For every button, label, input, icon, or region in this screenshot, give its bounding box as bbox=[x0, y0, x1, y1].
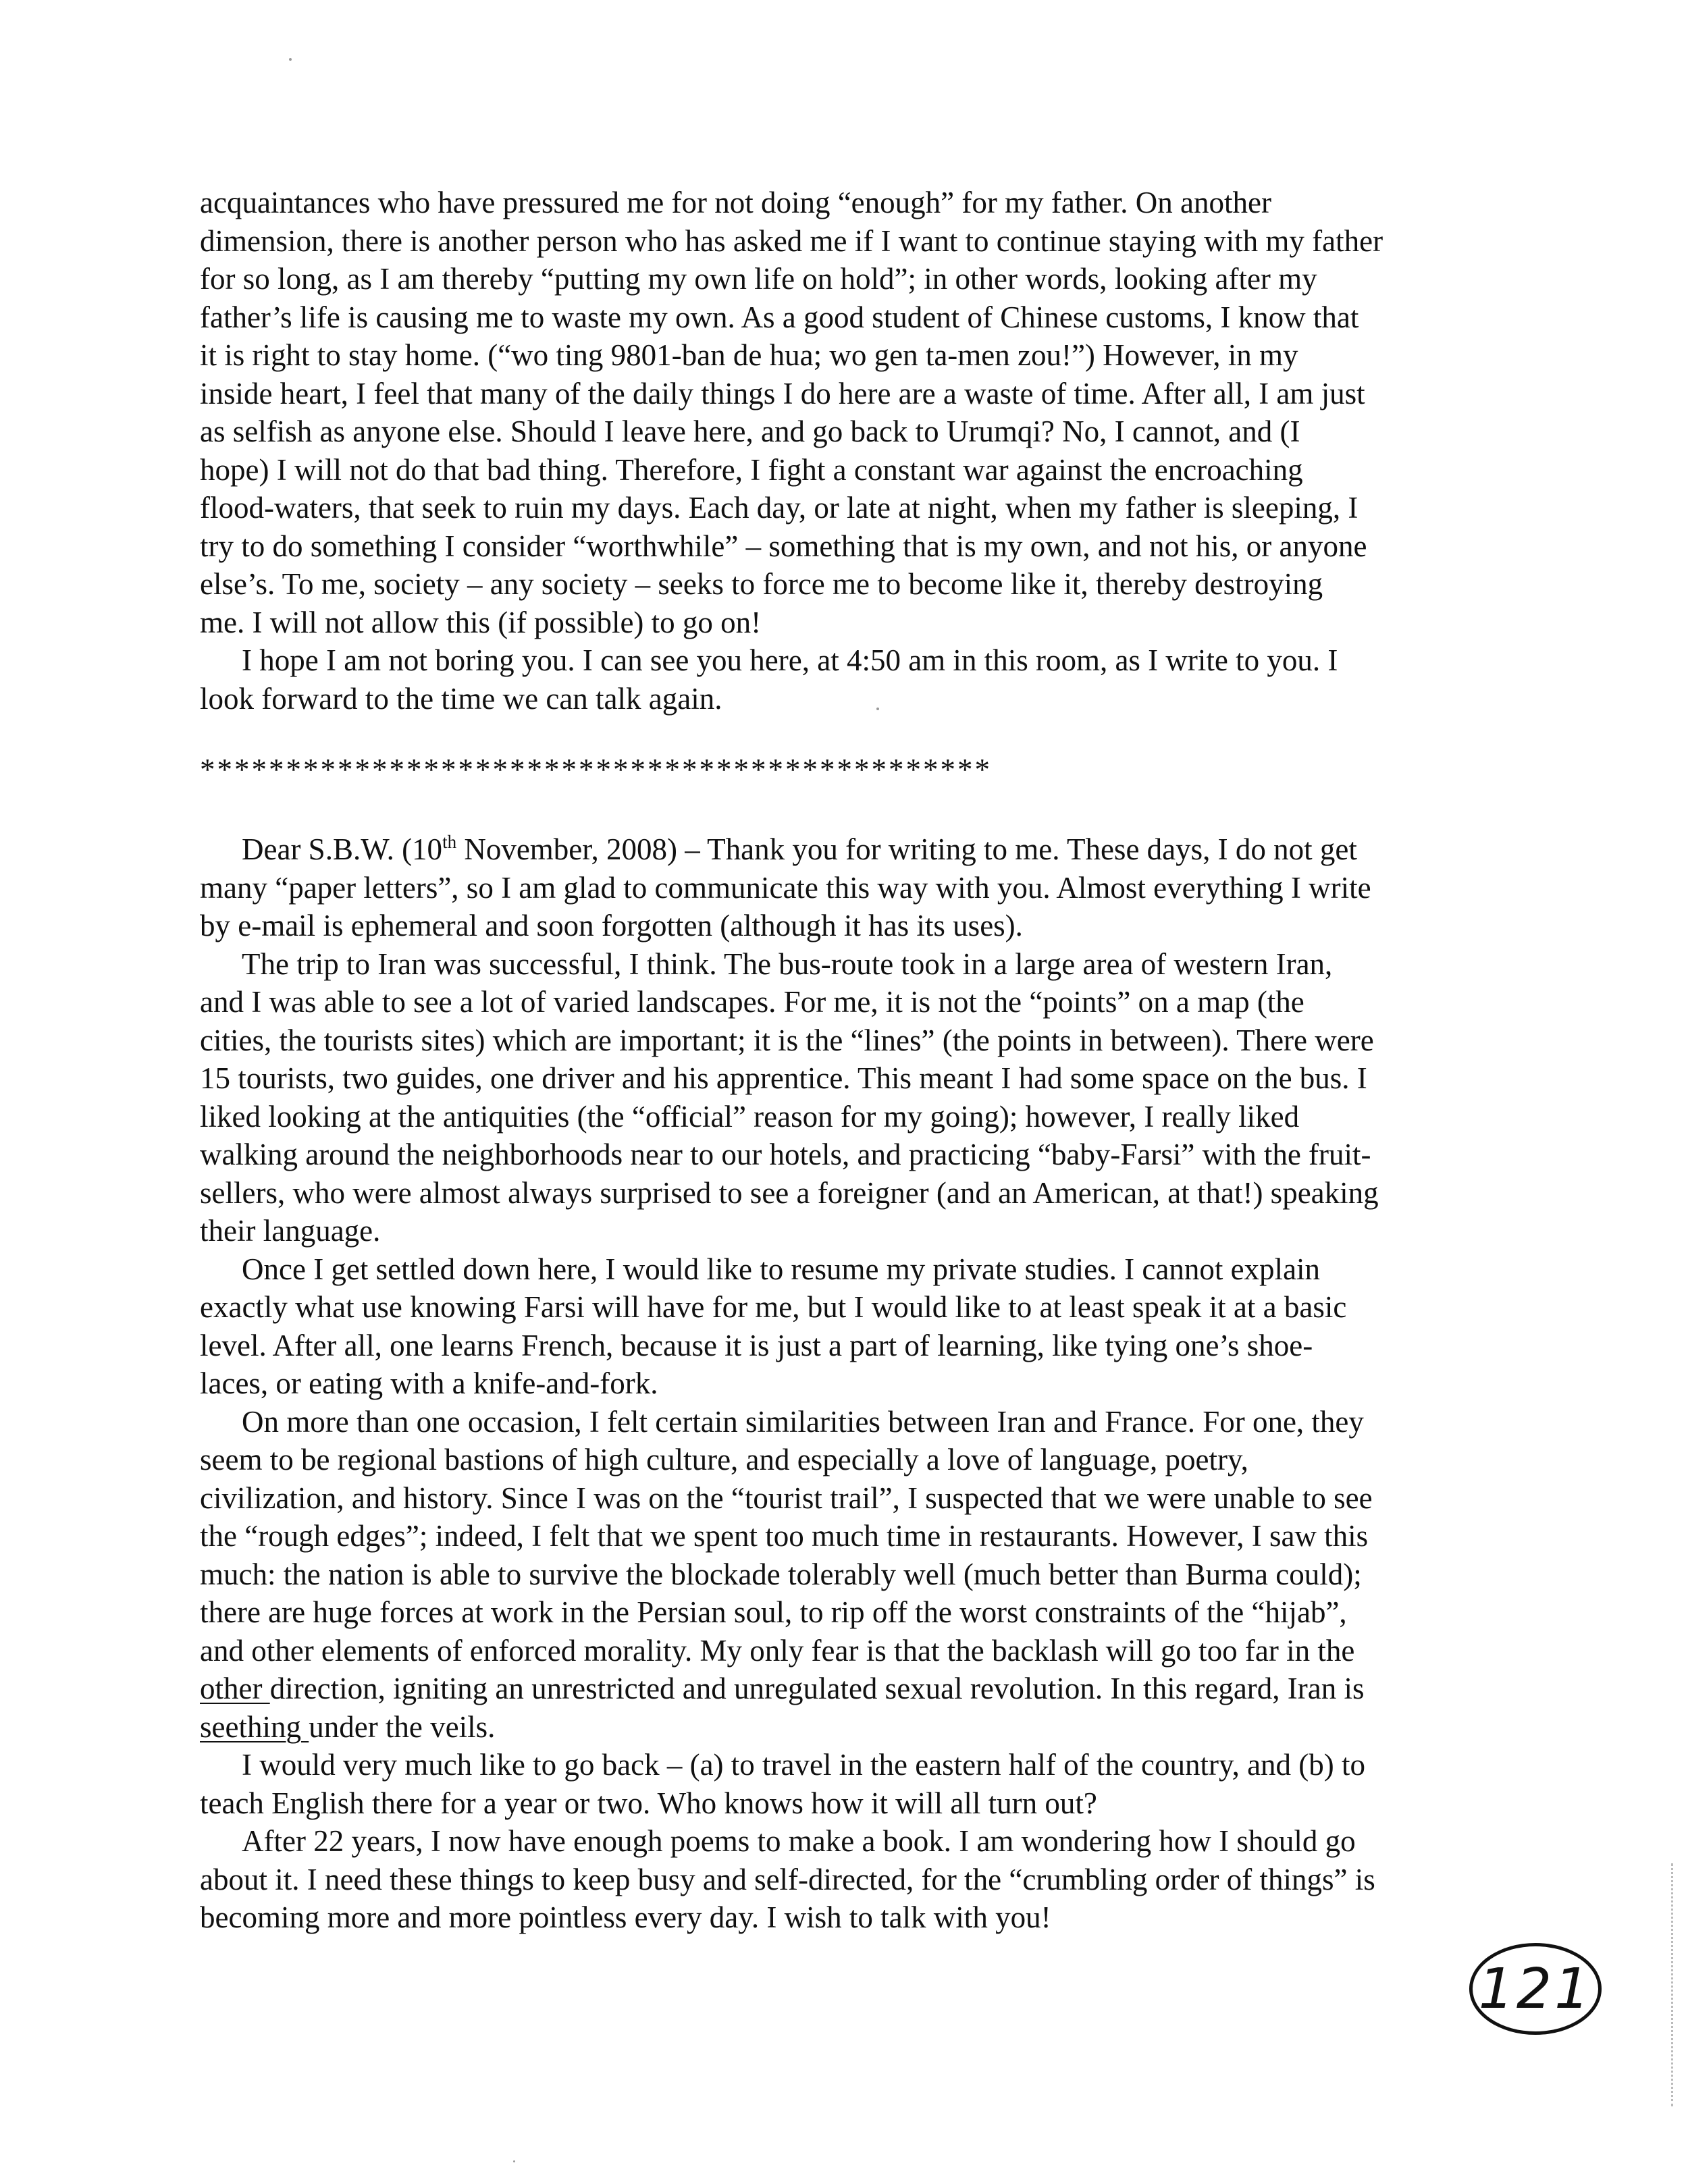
text-line: look forward to the time we can talk again. bbox=[200, 681, 722, 716]
text-line: by e-mail is ephemeral and soon forgotten (although it has its uses). bbox=[200, 909, 1023, 942]
text-line: The trip to Iran was successful, I think. The bus-route took in a large area of western Iran, bbox=[242, 947, 1333, 981]
text-line: there are huge forces at work in the Persian soul, to rip off the worst constraints of the “hijab”, bbox=[200, 1595, 1347, 1629]
text-line: it is right to stay home. (“wo ting 9801-ban de hua; wo gen ta-men zou!”) However, in my bbox=[200, 338, 1298, 372]
text-line: On more than one occasion, I felt certain similarities between Iran and France. For one, they bbox=[242, 1404, 1364, 1439]
text-line: becoming more and more pointless every day. I wish to talk with you! bbox=[200, 1900, 1051, 1934]
text-line: exactly what use knowing Farsi will have for me, but I would like to at least speak it at a basic bbox=[200, 1290, 1347, 1324]
line-rest: under the veils. bbox=[309, 1709, 496, 1744]
text-line: inside heart, I feel that many of the daily things I do here are a waste of time. After all, I am just bbox=[200, 376, 1365, 410]
text-line: and other elements of enforced morality. My only fear is that the backlash will go too far in the bbox=[200, 1633, 1355, 1668]
text-line: for so long, as I am thereby “putting my own life on hold”; in other words, looking after my bbox=[200, 262, 1317, 296]
text-line: acquaintances who have pressured me for not doing “enough” for my father. On another bbox=[200, 186, 1271, 219]
text-line: father’s life is causing me to waste my own. As a good student of Chinese customs, I know that bbox=[200, 300, 1359, 334]
scan-speck bbox=[289, 58, 292, 61]
text-line: me. I will not allow this (if possible) to go on! bbox=[200, 605, 762, 639]
text-line: cities, the tourists sites) which are important; it is the “lines” (the points in between). There were bbox=[200, 1023, 1374, 1057]
underlined-word: other bbox=[200, 1672, 270, 1705]
text-line: civilization, and history. Since I was on the “tourist trail”, I suspected that we were unable to see bbox=[200, 1481, 1373, 1515]
letter-continuation bbox=[200, 184, 1510, 718]
text-line-underlined bbox=[200, 1670, 1510, 1708]
text-line: much: the nation is able to survive the blockade tolerably well (much better than Burma could); bbox=[200, 1557, 1362, 1591]
text-line: try to do something I consider “worthwhile” – something that is my own, and not his, or anyone bbox=[200, 529, 1367, 563]
text-line: I would very much like to go back – (a) to travel in the eastern half of the country, and (b) to bbox=[242, 1748, 1366, 1782]
handwritten-page-number: 121 bbox=[1469, 1943, 1602, 2035]
text-line: After 22 years, I now have enough poems to make a book. I am wondering how I should go bbox=[242, 1824, 1356, 1858]
line-rest: direction, igniting an unrestricted and unregulated sexual revolution. In this regard, Iran is bbox=[269, 1672, 1365, 1705]
text-line: sellers, who were almost always surprised to see a foreigner (and an American, at that!) speaking bbox=[200, 1175, 1379, 1210]
date-ordinal: th bbox=[442, 832, 457, 852]
text-line: Once I get settled down here, I would like to resume my private studies. I cannot explain bbox=[242, 1252, 1321, 1286]
text-line: seem to be regional bastions of high culture, and especially a love of language, poetry, bbox=[200, 1443, 1248, 1476]
text-line: dimension, there is another person who has asked me if I want to continue staying with my father bbox=[200, 223, 1383, 258]
text-line: level. After all, one learns French, because it is just a part of learning, like tying one’s shoe- bbox=[200, 1328, 1313, 1362]
text-line: as selfish as anyone else. Should I leave here, and go back to Urumqi? No, I cannot, and (I bbox=[200, 415, 1300, 448]
salutation: Dear S.B.W. (10 bbox=[242, 832, 443, 866]
text-line: hope) I will not do that bad thing. Therefore, I fight a constant war against the encroaching bbox=[200, 452, 1303, 487]
text-line: walking around the neighborhoods near to our hotels, and practicing “baby-Farsi” with the fruit- bbox=[200, 1138, 1371, 1171]
letter-dear-sbw bbox=[200, 830, 1510, 1937]
text-line: about it. I need these things to keep busy and self-directed, for the “crumbling order of things” is bbox=[200, 1862, 1375, 1896]
text-line: many “paper letters”, so I am glad to communicate this way with you. Almost everything I write bbox=[200, 870, 1371, 905]
text-line: else’s. To me, society – any society – seeks to force me to become like it, thereby destroying bbox=[200, 567, 1323, 601]
text-line: flood-waters, that seek to ruin my days. Each day, or late at night, when my father is sleeping, I bbox=[200, 491, 1359, 525]
text-line: liked looking at the antiquities (the “official” reason for my going); however, I really liked bbox=[200, 1099, 1300, 1134]
text-line: and I was able to see a lot of varied landscapes. For me, it is not the “points” on a map (the bbox=[200, 985, 1304, 1019]
text-line: teach English there for a year or two. Who knows how it will all turn out? bbox=[200, 1786, 1097, 1820]
scan-speck bbox=[513, 2160, 515, 2162]
underlined-word: seething bbox=[200, 1709, 309, 1744]
text-line-underlined bbox=[200, 1708, 1510, 1747]
text-line: the “rough edges”; indeed, I felt that we spent too much time in restaurants. However, I saw this bbox=[200, 1519, 1369, 1553]
text-line: I hope I am not boring you. I can see you here, at 4:50 am in this room, as I write to you. I bbox=[242, 643, 1338, 677]
section-separator: ********************************************** bbox=[200, 753, 992, 787]
text-line: laces, or eating with a knife-and-fork. bbox=[200, 1366, 658, 1400]
scan-edge-mark bbox=[1671, 1863, 1673, 2106]
text-line: 15 tourists, two guides, one driver and his apprentice. This meant I had some space on the bus. I bbox=[200, 1061, 1367, 1095]
text-line: their language. bbox=[200, 1214, 381, 1248]
salutation-line bbox=[200, 830, 1510, 869]
salutation-rest: November, 2008) – Thank you for writing to me. These days, I do not get bbox=[456, 832, 1357, 866]
